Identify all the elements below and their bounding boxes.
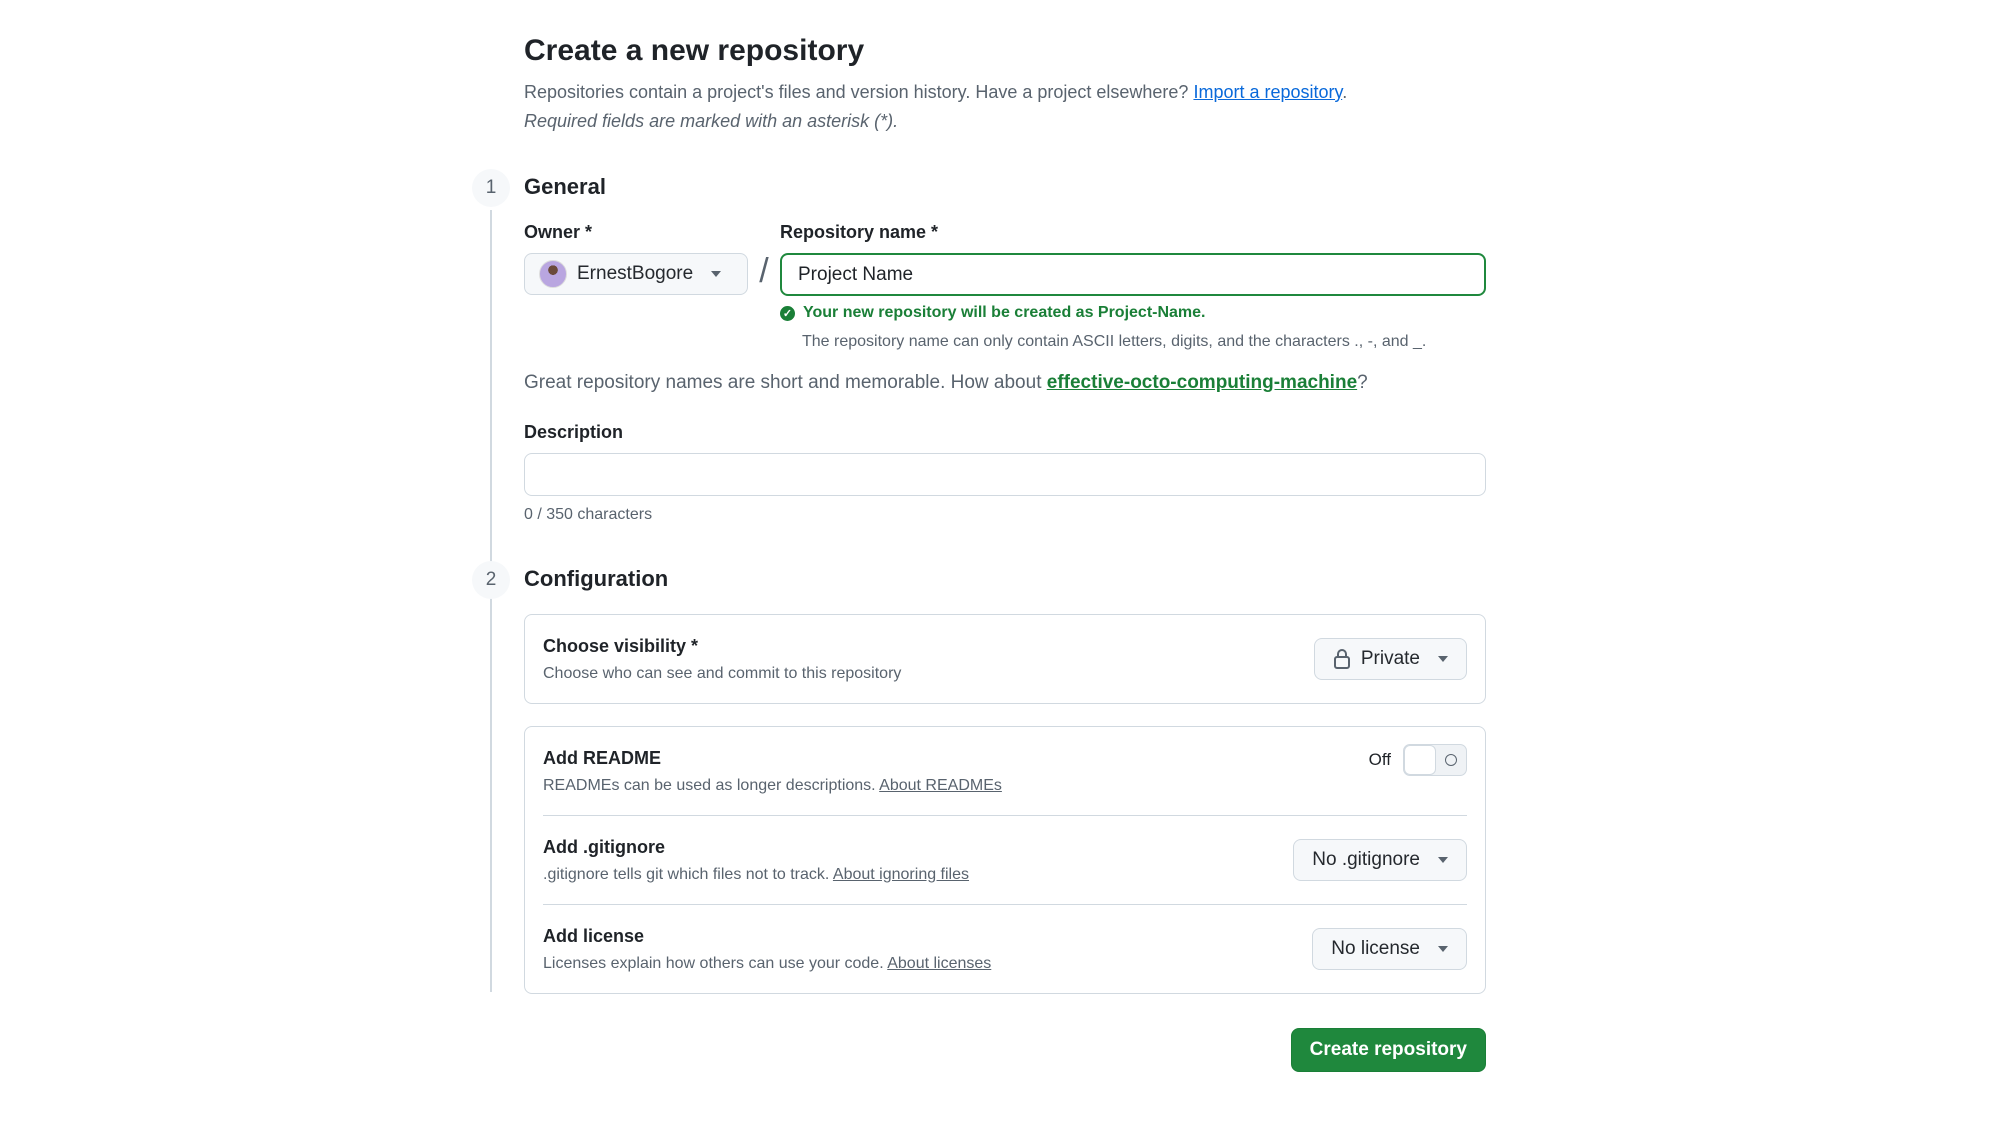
- gitignore-desc-text: .gitignore tells git which files not to track.: [543, 865, 830, 883]
- chevron-down-icon: [1438, 656, 1448, 662]
- gitignore-title: Add .gitignore: [543, 836, 665, 857]
- visibility-card: [524, 614, 1486, 704]
- readme-desc: [543, 777, 1002, 795]
- repo-name-label: Repository name *: [780, 222, 939, 242]
- check-circle-icon: ✓: [780, 306, 795, 321]
- readme-title: Add README: [543, 747, 661, 768]
- license-select[interactable]: [1312, 928, 1467, 970]
- subtitle-text: Repositories contain a project's files and version history. Have a project elsewhere?: [524, 82, 1189, 102]
- step-rail: [490, 210, 492, 605]
- license-value: No license: [1331, 938, 1420, 959]
- off-circle-icon: [1445, 754, 1457, 766]
- owner-select[interactable]: [524, 253, 748, 295]
- gitignore-desc: [543, 866, 969, 884]
- about-readmes-link[interactable]: About READMEs: [879, 776, 1002, 794]
- readme-desc-text: READMEs can be used as longer descriptions.: [543, 776, 876, 794]
- about-licenses-link[interactable]: About licenses: [887, 954, 992, 972]
- readme-toggle[interactable]: [1403, 744, 1467, 776]
- chevron-down-icon: [1438, 946, 1448, 952]
- success-text: Your new repository will be created as Project-Name.: [803, 304, 1206, 321]
- lock-icon: [1333, 649, 1351, 669]
- about-ignoring-files-link[interactable]: About ignoring files: [832, 865, 970, 883]
- suggested-name-link[interactable]: effective-octo-computing-machine: [1046, 372, 1358, 393]
- repo-name-success: [780, 304, 1486, 322]
- chevron-down-icon: [711, 271, 721, 277]
- toggle-knob: [1404, 745, 1436, 775]
- gitignore-value: No .gitignore: [1312, 849, 1420, 870]
- step-number: 1: [472, 169, 510, 207]
- description-input[interactable]: [524, 453, 1486, 496]
- license-desc: [543, 955, 991, 973]
- avatar: [539, 260, 567, 288]
- license-title: Add license: [543, 925, 645, 946]
- description-label: Description: [524, 422, 624, 442]
- import-repository-link[interactable]: Import a repository: [1193, 82, 1343, 102]
- repo-name-input[interactable]: Project Name: [780, 253, 1486, 296]
- suggest-suffix: ?: [1357, 372, 1368, 393]
- section-title-configuration: Configuration: [524, 566, 669, 591]
- readme-toggle-state: Off: [1368, 750, 1391, 769]
- owner-label: Owner *: [524, 222, 593, 242]
- repo-name-rules: The repository name can only contain ASCII letters, digits, and the characters ., -, and _.: [802, 333, 1427, 350]
- page-title: Create a new repository: [524, 34, 865, 67]
- required-note: Required fields are marked with an asterisk (*).: [524, 111, 899, 131]
- chevron-down-icon: [1438, 857, 1448, 863]
- owner-value: ErnestBogore: [577, 263, 694, 284]
- visibility-desc: Choose who can see and commit to this repository: [543, 664, 902, 682]
- visibility-value: Private: [1360, 648, 1420, 669]
- section-title-general: General: [524, 174, 606, 199]
- visibility-title: Choose visibility *: [543, 635, 699, 656]
- visibility-select[interactable]: [1314, 638, 1467, 680]
- step-rail: [490, 602, 492, 992]
- period: .: [1342, 82, 1348, 102]
- description-char-count: 0 / 350 characters: [524, 506, 653, 523]
- page-subtitle: [524, 78, 1486, 107]
- suggest-text: Great repository names are short and memorable. How about: [524, 372, 1042, 393]
- new-repo-form: [485, 34, 1486, 1072]
- name-suggestion: [524, 372, 1486, 394]
- license-desc-text: Licenses explain how others can use your code.: [543, 954, 884, 972]
- step-number: 2: [472, 561, 510, 599]
- repo-options-card: [524, 726, 1486, 994]
- owner-repo-separator: /: [759, 252, 769, 290]
- create-repository-button[interactable]: Create repository: [1291, 1028, 1486, 1072]
- gitignore-select[interactable]: [1293, 839, 1467, 881]
